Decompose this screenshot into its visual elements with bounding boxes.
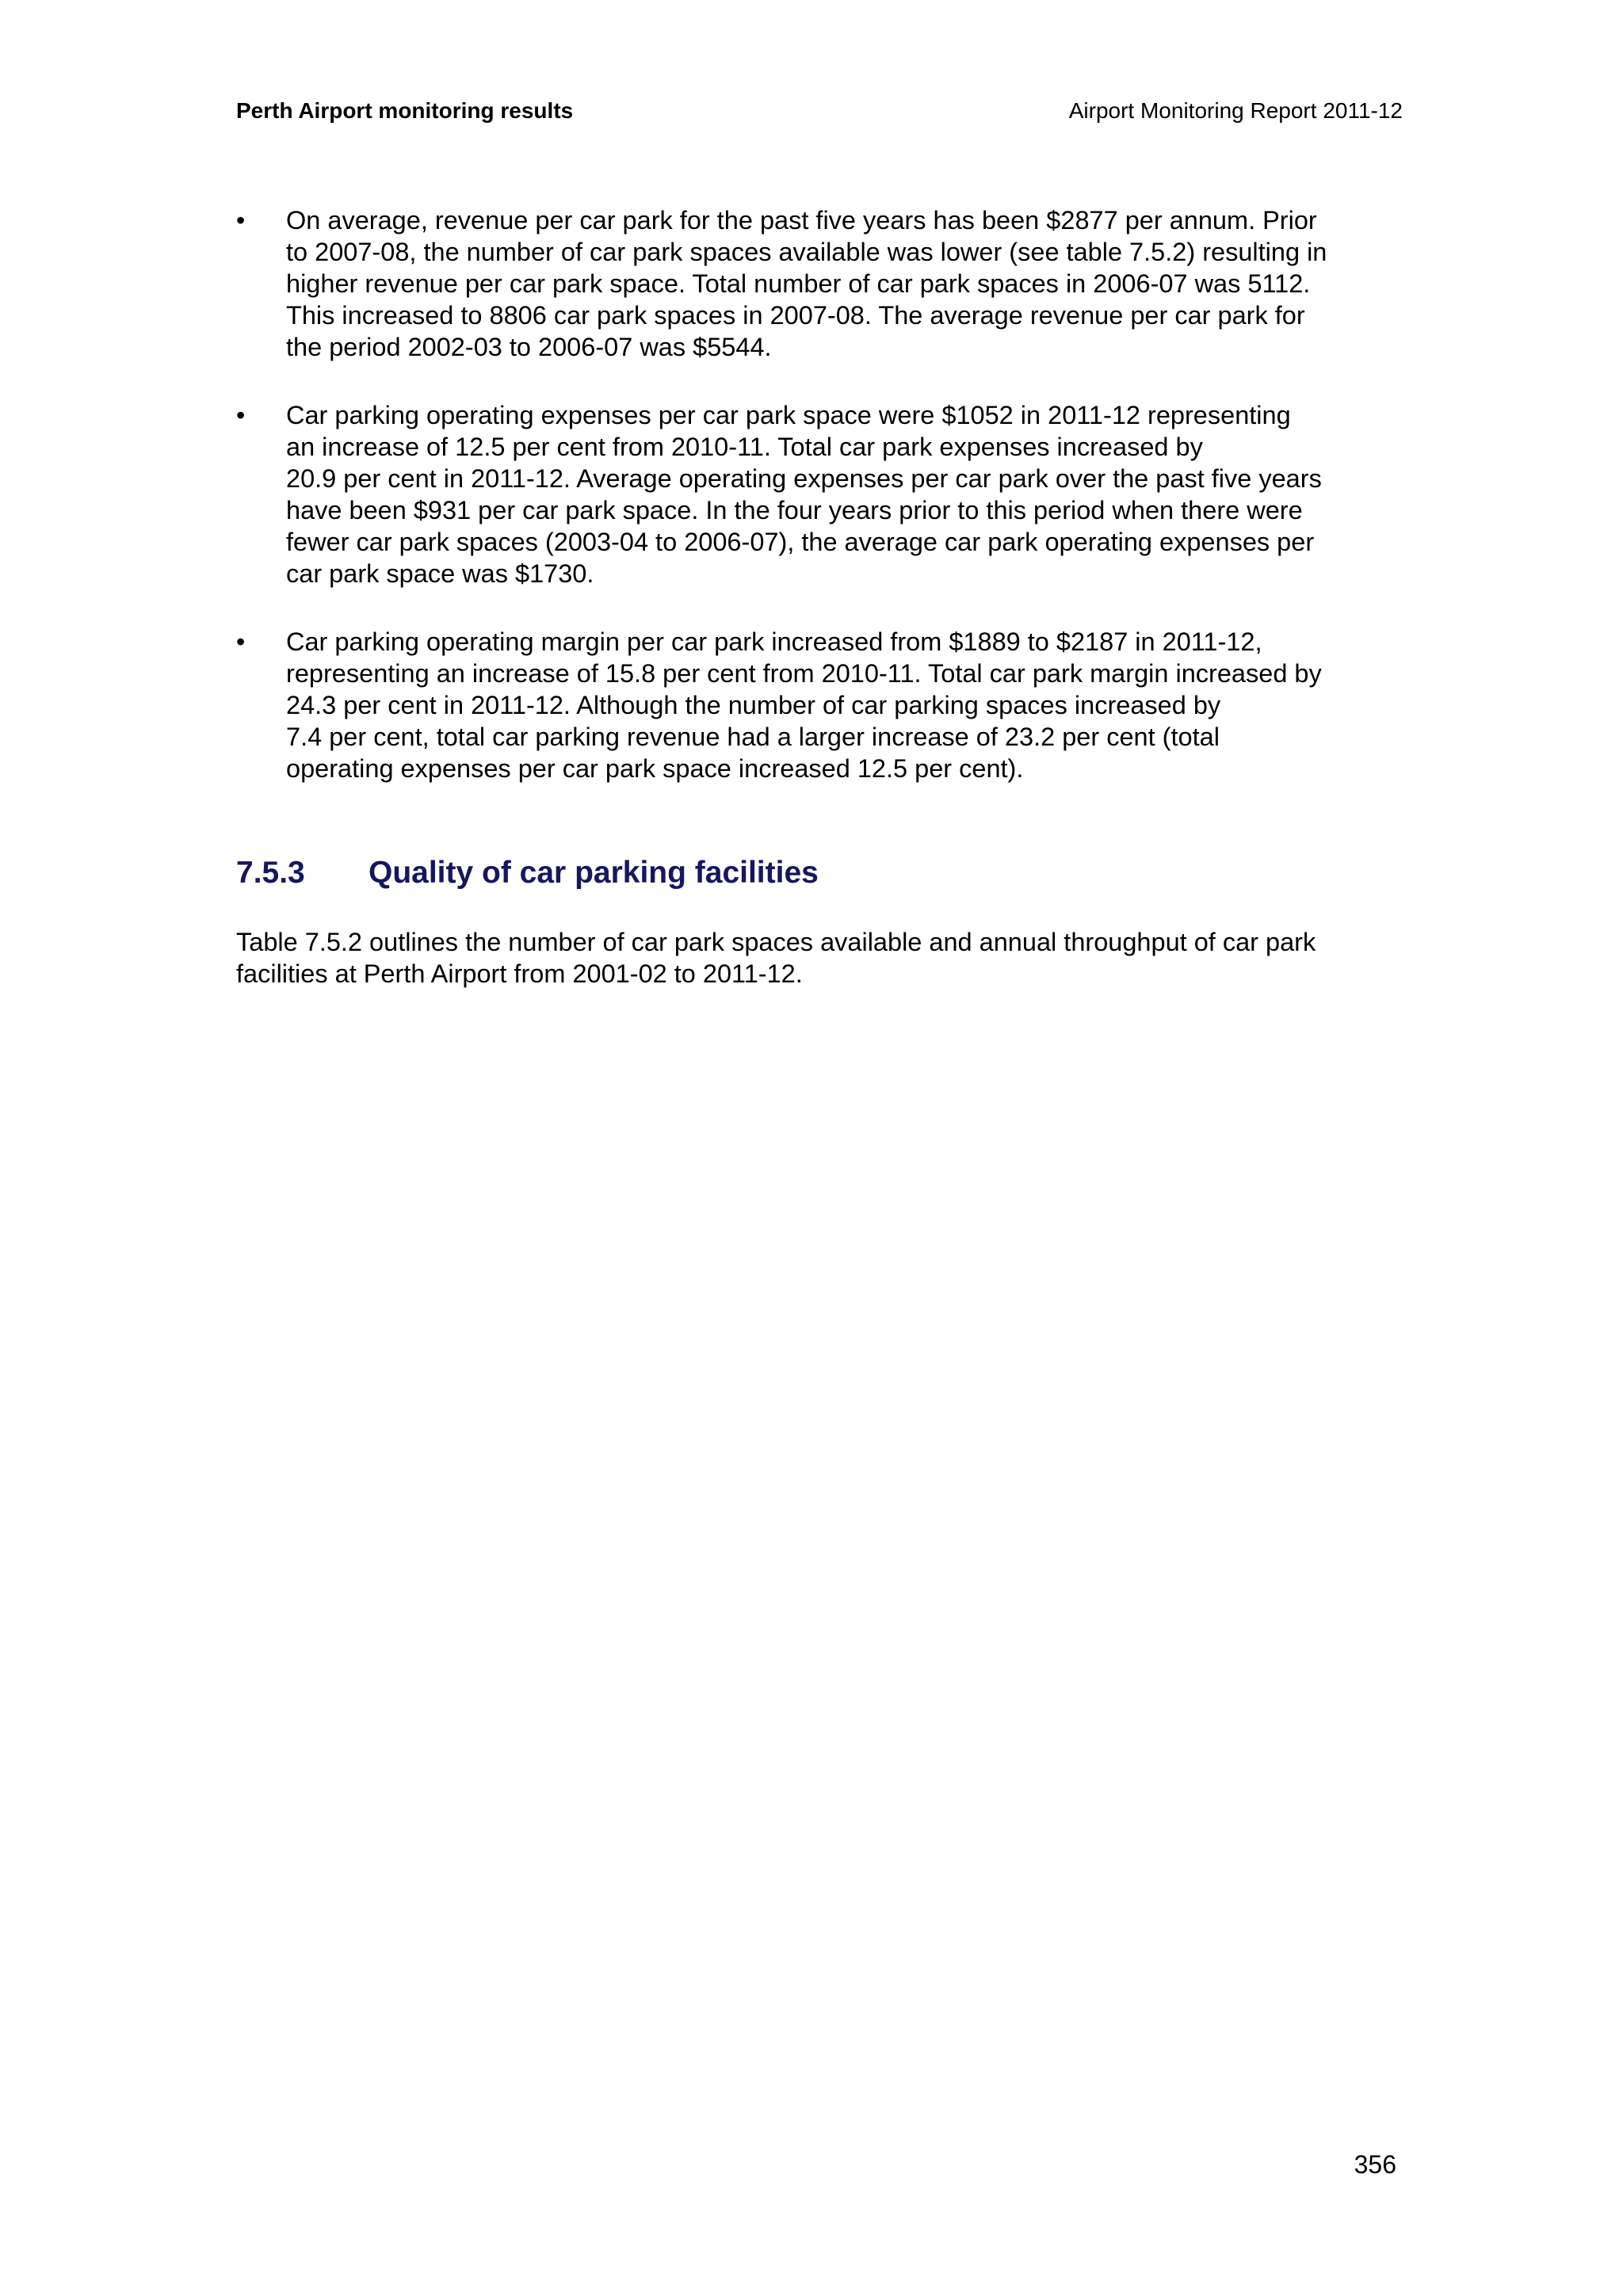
bullet-line: This increased to 8806 car park spaces in 2007-08. The average revenue per car park for xyxy=(286,301,1305,330)
running-header-section: Perth Airport monitoring results xyxy=(236,98,574,123)
paragraph-line: Table 7.5.2 outlines the number of car park spaces available and annual throughput of car park xyxy=(236,928,1316,956)
section-title: Quality of car parking facilities xyxy=(369,856,819,890)
bullet-item-margin xyxy=(236,626,1405,784)
bullet-item-expenses xyxy=(236,399,1405,589)
bullet-item-revenue xyxy=(236,204,1405,363)
section-number: 7.5.3 xyxy=(236,856,305,890)
bullet-line: 24.3 per cent in 2011-12. Although the number of car parking spaces increased by xyxy=(286,691,1221,719)
bullet-line: 20.9 per cent in 2011-12. Average operating expenses per car park over the past five years xyxy=(286,464,1322,493)
bullet-line: car park space was $1730. xyxy=(286,559,594,588)
bullet-line: Car parking operating margin per car park increased from $1889 to $2187 in 2011-12, xyxy=(286,627,1262,656)
bullet-line: On average, revenue per car park for the past five years has been $2877 per annum. Prior xyxy=(286,206,1317,235)
bullet-line: have been $931 per car park space. In the four years prior to this period when there were xyxy=(286,496,1303,524)
bullet-line: the period 2002-03 to 2006-07 was $5544. xyxy=(286,333,772,361)
bullet-line: operating expenses per car park space increased 12.5 per cent). xyxy=(286,754,1024,783)
bullet-line: fewer car park spaces (2003-04 to 2006-07), the average car park operating expenses per xyxy=(286,528,1315,556)
bullet-line: higher revenue per car park space. Total number of car park spaces in 2006-07 was 5112. xyxy=(286,269,1311,298)
bullet-line: 7.4 per cent, total car parking revenue had a larger increase of 23.2 per cent (total xyxy=(286,723,1220,751)
bullet-line: to 2007-08, the number of car park spaces available was lower (see table 7.5.2) resulting in xyxy=(286,238,1327,266)
bullet-line: representing an increase of 15.8 per cent from 2010-11. Total car park margin increased by xyxy=(286,659,1322,688)
section-heading xyxy=(236,854,819,892)
bullet-icon: • xyxy=(236,401,246,429)
bullet-list xyxy=(236,204,1405,821)
bullet-icon: • xyxy=(236,627,246,656)
bullet-line: an increase of 12.5 per cent from 2010-11. Total car park expenses increased by xyxy=(286,433,1203,461)
paragraph-line: facilities at Perth Airport from 2001-02 to 2011-12. xyxy=(236,959,803,988)
body-paragraph xyxy=(236,926,1409,990)
page-number: 356 xyxy=(1354,2150,1396,2179)
bullet-line: Car parking operating expenses per car park space were $1052 in 2011-12 representing xyxy=(286,401,1291,429)
running-header-report-title: Airport Monitoring Report 2011-12 xyxy=(1068,98,1403,123)
bullet-icon: • xyxy=(236,206,246,235)
